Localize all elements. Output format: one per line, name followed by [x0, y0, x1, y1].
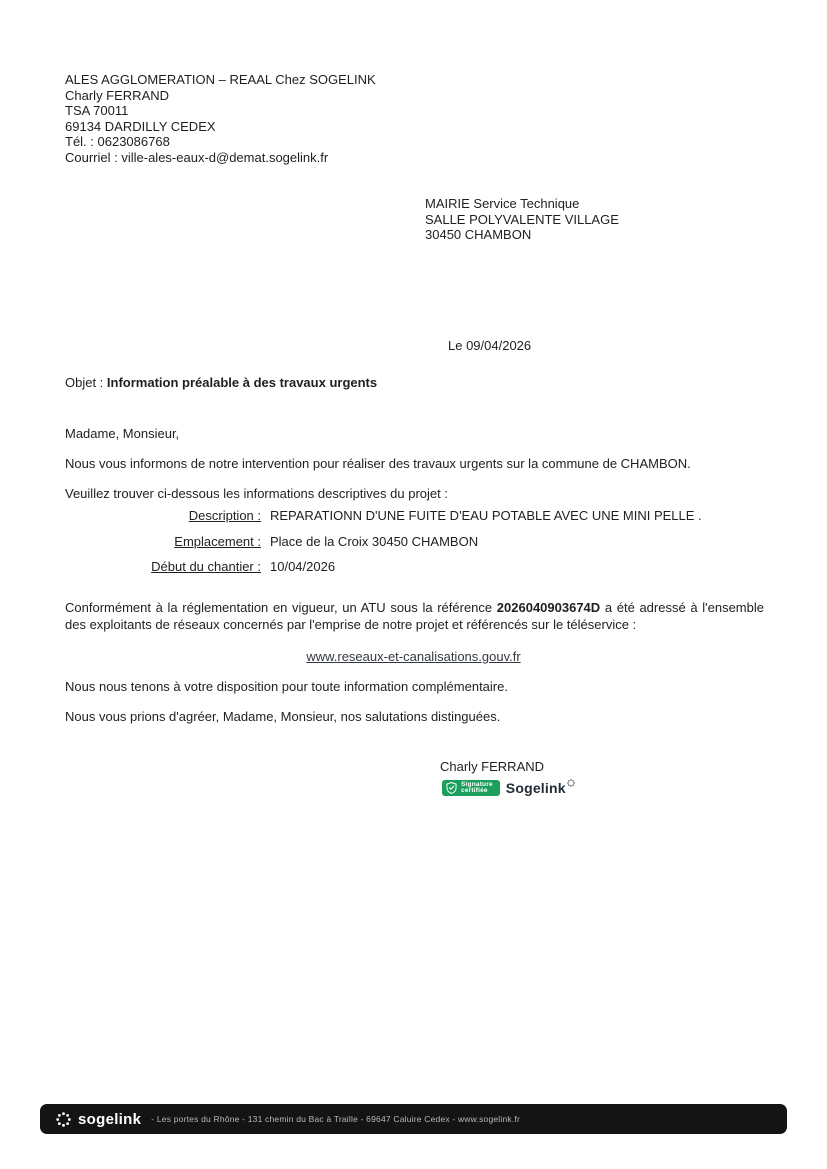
- detail-row-location: [65, 534, 702, 560]
- letter-date: Le 09/04/2026: [448, 338, 532, 353]
- sender-tsa: TSA 70011: [65, 103, 129, 118]
- shield-check-icon: [446, 782, 457, 794]
- recipient-building: SALLE POLYVALENTE VILLAGE: [425, 211, 619, 227]
- sender-phone: Tél. : 0623086768: [65, 134, 170, 149]
- location-label: Emplacement :: [174, 533, 261, 549]
- detail-row-start-date: [65, 559, 702, 585]
- project-details: [65, 508, 702, 585]
- detail-row-description: [65, 508, 702, 534]
- paragraph-disposition: Nous nous tenons à votre disposition pour toute information complémentaire.: [65, 679, 508, 694]
- sogelink-logo-icon: [56, 1112, 71, 1127]
- footer-brand: sogelink: [78, 1110, 142, 1128]
- recipient-city: 30450 CHAMBON: [425, 227, 532, 242]
- paragraph-atu: [65, 599, 764, 633]
- signature-certified-pill: [442, 780, 500, 796]
- start-date-value: 10/04/2026: [270, 559, 336, 574]
- location-value: Place de la Croix 30450 CHAMBON: [270, 533, 479, 549]
- certified-signature-badge: [442, 780, 575, 796]
- badge-line-1: Signature: [461, 780, 493, 788]
- sogelink-wordmark: Sogelink: [505, 780, 566, 796]
- paragraph-details-intro: Veuillez trouver ci-dessous les informations descriptives du projet :: [65, 486, 448, 501]
- footer-bar: [40, 1104, 787, 1134]
- teleservice-link[interactable]: www.reseaux-et-canalisations.gouv.fr: [306, 649, 521, 664]
- sender-city: 69134 DARDILLY CEDEX: [65, 118, 216, 134]
- recipient-service: MAIRIE Service Technique: [425, 196, 580, 211]
- sender-address-block: [65, 72, 376, 165]
- badge-line-2: certifiée: [461, 787, 488, 794]
- subject-label: Objet :: [65, 375, 104, 390]
- sogelink-dotted-circle-icon: [567, 779, 575, 787]
- sender-name: Charly FERRAND: [65, 87, 170, 103]
- signature-name: Charly FERRAND: [440, 759, 545, 774]
- sogelink-wordmark-wrap: [506, 780, 575, 796]
- signature-certified-label: [461, 782, 493, 795]
- paragraph-closing: Nous vous prions d'agréer, Madame, Monsieur, nos salutations distinguées.: [65, 709, 501, 724]
- description-label: Description :: [188, 508, 261, 523]
- recipient-address-block: [425, 196, 619, 243]
- sender-organization: ALES AGGLOMERATION – REAAL Chez SOGELINK: [65, 72, 376, 87]
- start-date-label: Début du chantier :: [151, 559, 261, 574]
- subject-line: [65, 375, 377, 390]
- description-value: REPARATIONN D'UNE FUITE D'EAU POTABLE AVEC UNE MINI PELLE .: [270, 508, 702, 523]
- atu-text-before: Conformément à la réglementation en vigueur, un ATU sous la référence: [65, 600, 493, 615]
- atu-reference: 2026040903674D: [496, 600, 601, 615]
- paragraph-intervention: Nous vous informons de notre intervention pour réaliser des travaux urgents sur la commune de CHAMBON.: [65, 456, 691, 471]
- subject-text: Information préalable à des travaux urgents: [106, 375, 378, 390]
- salutation: Madame, Monsieur,: [65, 426, 180, 441]
- teleservice-link-line: [0, 649, 827, 664]
- sender-email: Courriel : ville-ales-eaux-d@demat.sogelink.fr: [65, 149, 329, 165]
- footer-address: - Les portes du Rhône - 131 chemin du Bac à Traille - 69647 Caluire Cedex - www.sogelink.fr: [151, 1114, 521, 1124]
- atu-text-after: a été adressé à l'ensemble des exploitants de réseaux concernés par l'emprise de notre projet et référencés sur le téléservice :: [65, 600, 764, 632]
